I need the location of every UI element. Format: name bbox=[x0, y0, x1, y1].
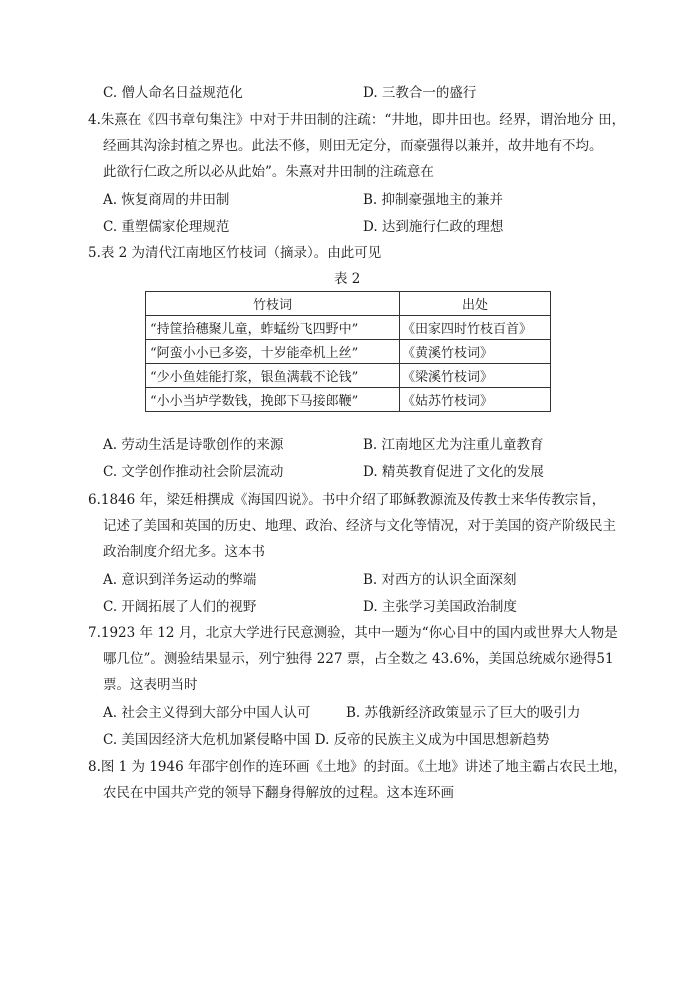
question-stem-line: 记述了美国和英国的历史、地理、政治、经济与文化等情况，对于美国的资产阶级民主 bbox=[103, 518, 616, 534]
option-a: A. 意识到洋务运动的弊端 bbox=[103, 572, 257, 588]
option-b: B. 苏俄新经济政策显示了巨大的吸引力 bbox=[346, 705, 581, 721]
table-header-cell: 竹枝词 bbox=[146, 292, 400, 316]
option-a: A. 劳动生活是诗歌创作的来源 bbox=[103, 437, 284, 453]
table-caption: 表 2 bbox=[334, 271, 361, 287]
question-stem-line: 8.图 1 为 1946 年邵宇创作的连环画《土地》的封面。《土地》讲述了地主霸占农民土地， bbox=[88, 759, 627, 775]
table-cell-source: 《姑苏竹枝词》 bbox=[400, 388, 551, 412]
table-cell-poem: “小小当垆学数钱，挽郎下马接郎鞭” bbox=[146, 388, 400, 412]
question-stem-line: 农民在中国共产党的领导下翻身得解放的过程。这本连环画 bbox=[103, 785, 454, 801]
bamboo-ci-table bbox=[145, 291, 551, 412]
option-a: A. 恢复商周的井田制 bbox=[103, 192, 230, 208]
table-header-row bbox=[146, 292, 551, 316]
option-c: C. 开阔拓展了人们的视野 bbox=[103, 599, 257, 615]
table-cell-source: 《田家四时竹枝百首》 bbox=[400, 316, 551, 340]
option-b: B. 江南地区尤为注重儿童教育 bbox=[363, 437, 544, 453]
question-stem-line: 哪几位”。测验结果显示，列宁独得 227 票，占全数之 43.6%，美国总统威尔逊得51 bbox=[103, 651, 614, 667]
question-stem-line: 经画其沟涂封植之界也。此法不修，则田无定分，而豪强得以兼并，故井地有不均。 bbox=[103, 138, 603, 154]
option-b: B. 抑制豪强地主的兼并 bbox=[363, 192, 504, 208]
table-cell-poem: “少小鱼娃能打浆，银鱼满载不论钱” bbox=[146, 364, 400, 388]
table-cell-source: 《梁溪竹枝词》 bbox=[400, 364, 551, 388]
option-c: C. 文学创作推动社会阶层流动 bbox=[103, 464, 284, 480]
option-d: D. 三教合一的盛行 bbox=[363, 85, 477, 101]
option-b: B. 对西方的认识全面深刻 bbox=[363, 572, 517, 588]
option-c: C. 重塑儒家伦理规范 bbox=[103, 219, 230, 235]
option-c-d: C. 美国因经济大危机加紧侵略中国 D. 反帝的民族主义成为中国思想新趋势 bbox=[103, 732, 550, 748]
table-row bbox=[146, 340, 551, 364]
question-stem-line: 5.表 2 为清代江南地区竹枝词（摘录）。由此可见 bbox=[88, 245, 382, 261]
option-a: A. 社会主义得到大部分中国人认可 bbox=[103, 705, 311, 721]
table-row bbox=[146, 316, 551, 340]
question-stem-line: 政治制度介绍尤多。这本书 bbox=[103, 544, 265, 560]
table-cell-source: 《黄溪竹枝词》 bbox=[400, 340, 551, 364]
table-cell-poem: “持筐拾穗聚儿童，蚱蜢纷飞四野中” bbox=[146, 316, 400, 340]
question-stem-line: 此欲行仁政之所以必从此始”。朱熹对井田制的注疏意在 bbox=[103, 164, 434, 180]
table-cell-poem: “阿蛮小小已多姿，十岁能牵机上丝” bbox=[146, 340, 400, 364]
option-c: C. 僧人命名日益规范化 bbox=[103, 85, 243, 101]
question-stem-line: 7.1923 年 12 月，北京大学进行民意测验，其中一题为“你心目中的国内或世界大人物是 bbox=[88, 625, 618, 641]
option-d: D. 主张学习美国政治制度 bbox=[363, 599, 517, 615]
option-d: D. 精英教育促进了文化的发展 bbox=[363, 464, 544, 480]
question-stem-line: 4.朱熹在《四书章句集注》中对于井田制的注疏：“井地，即井田也。经界，谓治地分 田， bbox=[88, 112, 626, 128]
option-d: D. 达到施行仁政的理想 bbox=[363, 219, 504, 235]
question-stem-line: 票。这表明当时 bbox=[103, 677, 198, 693]
question-stem-line: 6.1846 年，梁廷枏撰成《海国四说》。书中介绍了耶稣教源流及传教士来华传教宗旨， bbox=[88, 492, 606, 508]
table-row bbox=[146, 388, 551, 412]
table-header-cell: 出处 bbox=[400, 292, 551, 316]
table-row bbox=[146, 364, 551, 388]
